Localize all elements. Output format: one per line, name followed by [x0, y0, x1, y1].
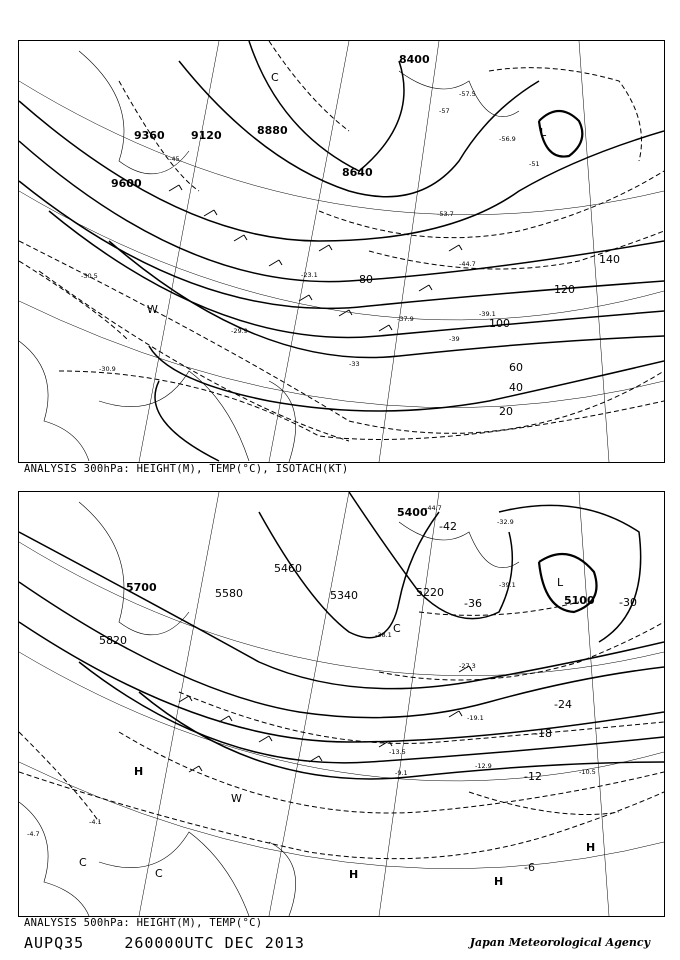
graticule	[19, 41, 664, 462]
isotherm-label: -12	[524, 770, 542, 783]
low-center-symbol: L	[557, 576, 564, 589]
isotherm-label: -30	[619, 596, 637, 609]
station-value: -38.1	[375, 631, 392, 639]
station-value: -53.7	[437, 210, 454, 218]
station-value: -23.1	[301, 271, 318, 279]
warm-center-symbol: W	[147, 303, 158, 316]
low-center-symbol: L	[540, 126, 547, 139]
cold-center-symbol: C	[271, 71, 279, 84]
coastlines	[19, 502, 519, 916]
map-500hpa	[18, 491, 665, 917]
height-label: 9360	[134, 129, 165, 142]
height-label: 9120	[191, 129, 222, 142]
map-300hpa	[18, 40, 665, 463]
station-value: -44.7	[459, 260, 476, 268]
station-value: -39.1	[499, 581, 516, 589]
height-label: 8640	[342, 166, 373, 179]
isotherm-label: -24	[554, 698, 572, 711]
cold-center-symbol: C	[79, 856, 87, 869]
height-label: 5100	[564, 594, 595, 607]
cold-center-symbol: C	[393, 622, 401, 635]
caption-500hpa: ANALYSIS 500hPa: HEIGHT(M), TEMP(°C)	[24, 917, 263, 929]
agency-credit: Japan Meteorological Agency	[469, 936, 650, 949]
station-value: -19.1	[467, 714, 484, 722]
isotach-label: 100	[489, 317, 510, 330]
isotherm-label: -45	[169, 155, 180, 163]
isotach-label: 140	[599, 253, 620, 266]
height-label: 5220	[416, 586, 444, 599]
height-label: 5460	[274, 562, 302, 575]
station-value: -9.1	[395, 769, 408, 777]
warm-center-symbol: W	[231, 792, 242, 805]
isotherm-label: -39	[449, 335, 460, 343]
station-value: -4.1	[89, 818, 102, 826]
map-500hpa-labels	[27, 504, 637, 888]
high-center-symbol: H	[494, 875, 504, 888]
valid-time: 260000UTC DEC 2013	[124, 934, 305, 952]
high-center-symbol: H	[586, 841, 596, 854]
caption-300hpa: ANALYSIS 300hPa: HEIGHT(M), TEMP(°C), ISOTACH(KT)	[24, 463, 349, 475]
height-label: 5700	[126, 581, 157, 594]
wind-barbs	[169, 185, 462, 331]
station-value: -10.5	[579, 768, 596, 776]
chart-identifier	[24, 934, 305, 952]
station-value: -13.5	[389, 748, 406, 756]
height-label: 5580	[215, 587, 243, 600]
isotherm-label: -57	[439, 107, 450, 115]
height-label: 8880	[257, 124, 288, 137]
height-label: 9600	[111, 177, 142, 190]
station-value: -39.1	[479, 310, 496, 318]
station-value: -30.5	[81, 272, 98, 280]
map-300hpa-canvas	[19, 41, 664, 462]
station-value: -32.9	[497, 518, 514, 526]
height-label: 8400	[399, 53, 430, 66]
isotherm-label: -18	[534, 727, 552, 740]
isotherm-label: -51	[529, 160, 540, 168]
map-500hpa-canvas	[19, 492, 664, 916]
station-value: -56.9	[499, 135, 516, 143]
isotach-label: 80	[359, 273, 373, 286]
chart-code: AUPQ35	[24, 934, 85, 952]
station-value: -44.7	[425, 504, 442, 512]
isotach-label: 120	[554, 283, 575, 296]
height-label: 5340	[330, 589, 358, 602]
isotach-label: 40	[509, 381, 523, 394]
station-value: -57.5	[459, 90, 476, 98]
cold-center-symbol: C	[155, 867, 163, 880]
isotherm-label: -33	[349, 360, 360, 368]
height-label: 5400	[397, 506, 428, 519]
isotach-label: 60	[509, 361, 523, 374]
height-label: 5820	[99, 634, 127, 647]
height-contours	[19, 41, 664, 461]
station-value: -29.9	[231, 327, 248, 335]
station-value: -12.9	[475, 762, 492, 770]
isotherm-label: -6	[524, 861, 535, 874]
isotach-label: 20	[499, 405, 513, 418]
map-300hpa-labels	[81, 53, 620, 418]
station-value: -37.9	[397, 315, 414, 323]
station-value: -4.7	[27, 830, 40, 838]
station-value: -30.9	[99, 365, 116, 373]
station-value: -27.3	[459, 662, 476, 670]
isotherm-label: -36	[464, 597, 482, 610]
high-center-symbol: H	[134, 765, 144, 778]
high-center-symbol: H	[349, 868, 359, 881]
isotherm-label: -42	[439, 520, 457, 533]
